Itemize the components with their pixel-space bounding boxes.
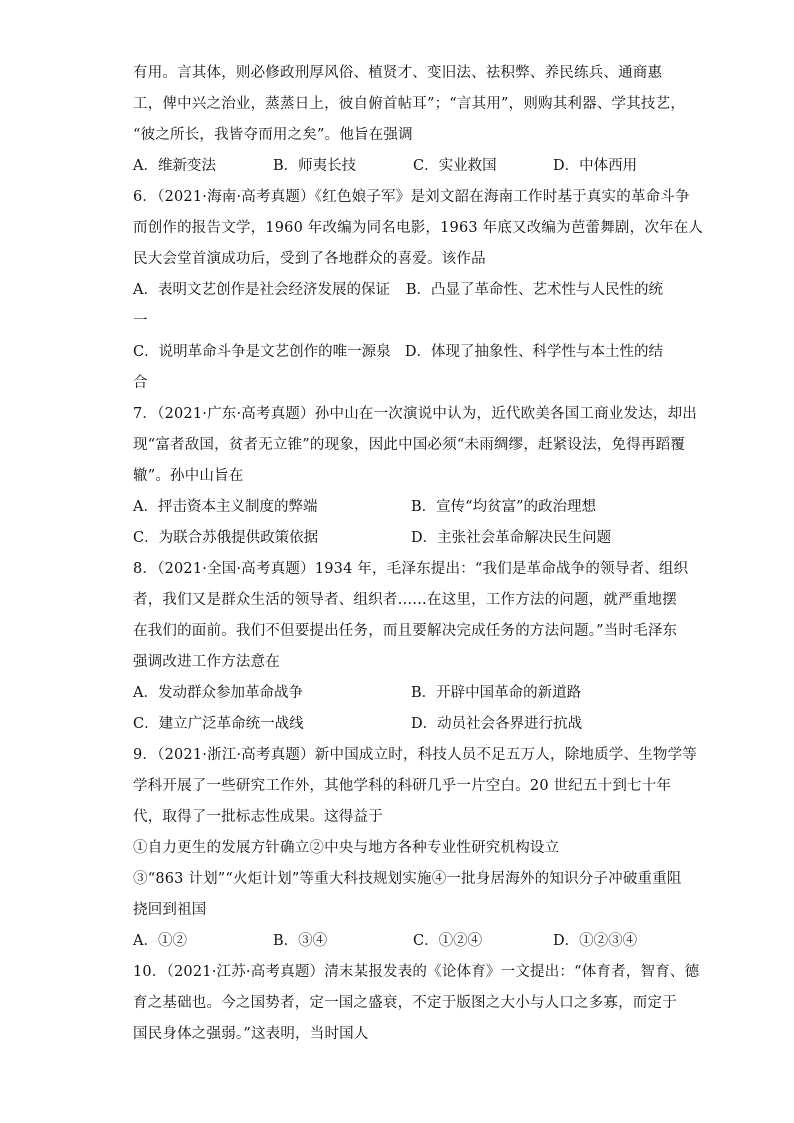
question-text-line: 工，俾中兴之治业，蒸蒸日上，彼自俯首帖耳”；“言其用”，则购其利器、学其技艺， [133, 96, 686, 112]
question-text-line: 民大会堂首演成功后，受到了各地群众的喜爱。该作品 [133, 251, 486, 267]
question-text-line: 有用。言其体，则必修政刑厚风俗、植贤才、变旧法、祛积弊、养民练兵、通商惠 [133, 65, 663, 81]
question-text-line: 强调改进工作方法意在 [133, 654, 280, 670]
option-c: C．为联合苏俄提供政策依据 [133, 530, 319, 546]
question-text-line: 现“富者敌国，贫者无立锥”的现象，因此中国必须“未雨绸缪，赶紧设法，免得再蹈覆 [133, 437, 686, 453]
question-text-line: “彼之所长，我皆夺而用之矣”。他旨在强调 [133, 127, 413, 143]
option-d: D．①②③④ [553, 933, 638, 949]
answer-options [133, 337, 663, 368]
question-text-line: 8．（2021·全国·高考真题）1934 年，毛泽东提出：“我们是革命战争的领导者、组织 [133, 561, 689, 577]
answer-options [133, 151, 663, 182]
option-b: B．师夷长技 [273, 158, 357, 174]
option-d: D．体现了抽象性、科学性与本土性的结 [404, 344, 663, 360]
option-b: B．③④ [273, 933, 328, 949]
question-text-line: 在我们的面前。我们不但要提出任务，而且要解决完成任务的方法问题。”当时毛泽东 [133, 623, 678, 639]
question-text-line: 辙”。孙中山旨在 [133, 468, 244, 484]
question-text-line: 国民身体之强弱。”这表明，当时国人 [133, 1026, 369, 1042]
question-8 [133, 554, 689, 740]
question-10 [133, 957, 700, 1050]
question-text-line: 育之基础也。今之国势者，定一国之盛衰，不定于版图之大小与人口之多寡，而定于 [133, 995, 677, 1011]
question-text-line: 学科开展了一些研究工作外，其他学科的科研几乎一片空白。20 世纪五十到七十年 [133, 778, 672, 794]
option-d-wrap: 合 [133, 375, 148, 391]
exam-page [133, 58, 704, 1050]
question-text-line: 代，取得了一批标志性成果。这得益于 [133, 809, 383, 825]
question-7 [133, 399, 697, 554]
question-text-line: 10．（2021·江苏·高考真题）清末某报发表的《论体育》一文提出：“体育者，智育、德 [133, 964, 700, 980]
question-text-line: 而创作的报告文学，1960 年改编为同名电影，1963 年底又改编为芭蕾舞剧，次年在人 [133, 220, 704, 236]
question-9 [133, 740, 697, 957]
answer-options [133, 492, 663, 523]
question-text-line: 6．（2021·海南·高考真题）《红色娘子军》是刘文韶在海南工作时基于真实的革命斗争 [133, 189, 690, 205]
answer-options [133, 275, 663, 306]
option-d: D．动员社会各界进行抗战 [411, 716, 583, 732]
option-b: B．凸显了革命性、艺术性与人民性的统 [405, 282, 663, 298]
option-b: B．开辟中国革命的新道路 [411, 685, 582, 701]
question-text-line: ①自力更生的发展方针确立②中央与地方各种专业性研究机构设立 [133, 840, 560, 856]
question-text-line: ③“863 计划”“火炬计划”等重大科技规划实施④一批身居海外的知识分子冲破重重阻 [133, 871, 682, 887]
question-text-line: 9．（2021·浙江·高考真题）新中国成立时，科技人员不足五万人，除地质学、生物学等 [133, 747, 697, 763]
option-a: A．发动群众参加革命战争 [133, 685, 303, 701]
option-a: A．维新变法 [133, 158, 216, 174]
question-text-line: 者，我们又是群众生活的领导者、组织者……在这里，工作方法的问题，就严重地摆 [133, 592, 677, 608]
question-5 [133, 58, 686, 182]
option-a: A．①② [133, 933, 187, 949]
option-c: C．实业救国 [413, 158, 497, 174]
answer-options [133, 926, 663, 957]
answer-options [133, 678, 663, 709]
option-c: C．说明革命斗争是文艺创作的唯一源泉 [133, 344, 391, 360]
option-b-wrap: 一 [133, 313, 148, 329]
option-d: D．中体西用 [553, 158, 638, 174]
question-text-line: 挠回到祖国 [133, 902, 207, 918]
option-c: C．①②④ [413, 933, 483, 949]
option-d: D．主张社会革命解决民生问题 [411, 530, 612, 546]
answer-options [133, 523, 663, 554]
option-c: C．建立广泛革命统一战线 [133, 716, 304, 732]
question-text-line: 7．（2021·广东·高考真题）孙中山在一次演说中认为，近代欧美各国工商业发达，却出 [133, 406, 697, 422]
question-6 [133, 182, 704, 399]
answer-options [133, 709, 663, 740]
option-b: B．宣传“均贫富”的政治理想 [411, 499, 596, 515]
option-a: A．表明文艺创作是社会经济发展的保证 [133, 282, 390, 298]
option-a: A．抨击资本主义制度的弊端 [133, 499, 318, 515]
